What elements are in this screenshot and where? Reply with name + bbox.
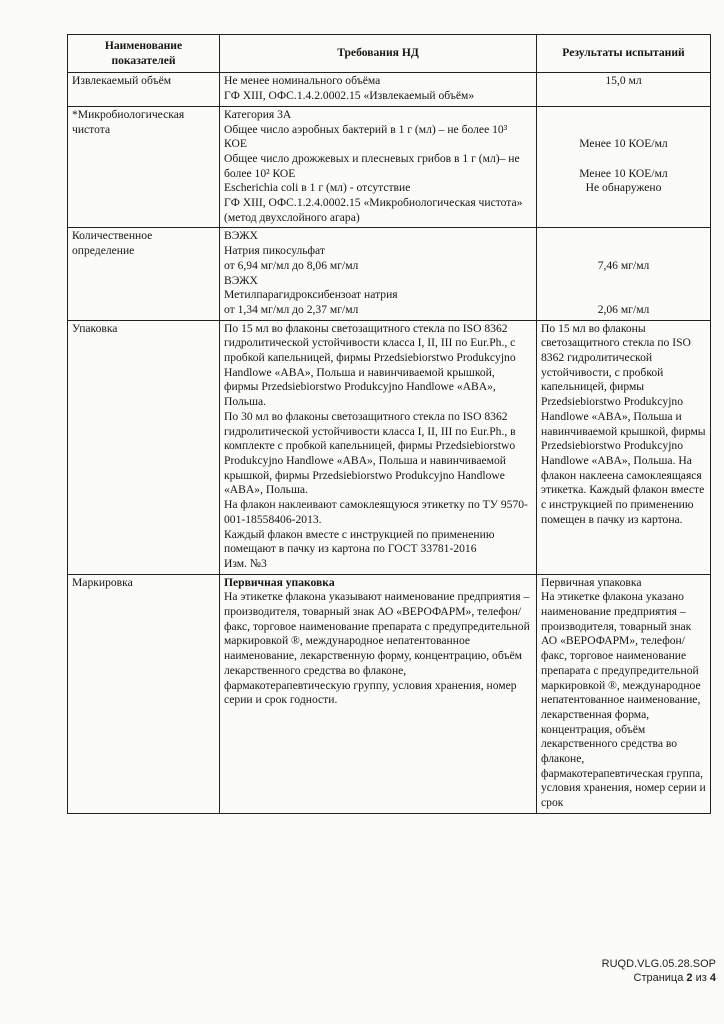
page-word: Страница — [633, 972, 684, 984]
table-row — [68, 73, 711, 106]
table-row — [68, 320, 711, 574]
result-paragraph: На этикетке флакона указано наименование предприятия – производителя, товарный знак АО «ВЕРОФАРМ», телефон/факс, торговое наименование препарата с предупредительной маркировкой ®, международное непатентованное наименование, лекарственная форма, концентрация, объём лекарственного средства во флаконе, фармакотерапевтическая группа, условия хранения, номер серии и срок — [541, 590, 706, 810]
result-line: Не обнаружено — [585, 181, 662, 195]
requirement-line: ВЭЖХ — [224, 273, 258, 287]
header-results: Результаты испытаний — [537, 35, 711, 73]
requirement-paragraph: На флакон наклеивают самоклеящуюся этикетку по ТУ 9570-001-18558406-2013. — [224, 498, 528, 526]
requirement-line: Категория 3А — [224, 107, 292, 121]
row-result — [537, 574, 711, 813]
document-code: RUQD.VLG.05.28.SOP — [601, 958, 716, 970]
page-indicator — [602, 971, 716, 985]
result-line: Менее 10 КОЕ/мл — [579, 137, 668, 151]
row-requirements — [220, 574, 537, 813]
table-row — [68, 228, 711, 320]
requirement-line: Общее число дрожжевых и плесневых грибов в 1 г (мл)– не более 10² КОЕ — [224, 151, 520, 180]
row-requirements — [220, 228, 537, 320]
row-name: Упаковка — [68, 320, 220, 574]
requirement-line: Натрия пикосульфат — [224, 244, 325, 258]
requirement-paragraph: Каждый флакон вместе с инструкцией по применению помещают в пачку из картона по ГОСТ 33781-2016 — [224, 527, 495, 556]
of-word: из — [695, 972, 707, 984]
specification-table — [67, 34, 711, 814]
row-result: 15,0 мл — [537, 73, 711, 106]
result-line: Менее 10 КОЕ/мл — [579, 166, 668, 180]
header-indicator-name: Наименование показателей — [68, 35, 220, 73]
requirement-title: Первичная упаковка — [224, 575, 335, 589]
requirement-line: Escherichia coli в 1 г (мл) - отсутствие — [224, 181, 411, 195]
requirement-line: от 1,34 мг/мл до 2,37 мг/мл — [224, 302, 359, 316]
requirement-line: ГФ XIII, ОФС.1.2.4.0002.15 «Микробиологическая чистота» (метод двухслойного агара) — [224, 196, 523, 224]
requirement-paragraph: По 30 мл во флаконы светозащитного стекла по ISO 8362 гидролитической устойчивости класса I, II, III по Eur.Ph., в комплекте с пробкой капельницей, фирмы Przedsiebiorstwo Produkcyjno Handlowe «ABA», Польша и навинчиваемой крышкой, фирмы Przedsiebiorstwo Produkcyjno Handlowe «ABA», Польша. — [224, 409, 516, 497]
requirement-line: ВЭЖХ — [224, 229, 258, 243]
row-requirements — [220, 73, 537, 106]
requirement-paragraph: Изм. №3 — [224, 556, 267, 570]
page-total: 4 — [709, 972, 716, 984]
table-row — [68, 574, 711, 813]
requirement-paragraph: На этикетке флакона указывают наименование предприятия – производителя, товарный знак АО «ВЕРОФАРМ», телефон/факс, торговое наименование препарата с предупредительной маркировкой ®, международное непатентованное наименование, лекарственную форму, концентрацию, объём лекарственного средства во флаконе, фармакотерапевтическую группу, условия хранения, номер серии и срок годности. — [224, 590, 530, 707]
page-number: 2 — [686, 972, 693, 984]
row-name: Маркировка — [68, 574, 220, 813]
header-requirements: Требования НД — [220, 35, 537, 73]
row-requirements — [220, 106, 537, 228]
result-line: 7,46 мг/мл — [597, 258, 650, 272]
requirement-line: от 6,94 мг/мл до 8,06 мг/мл — [224, 258, 359, 272]
row-requirements — [220, 320, 537, 574]
result-line: 2,06 мг/мл — [597, 302, 650, 316]
row-result — [537, 106, 711, 228]
requirement-line: ГФ XIII, ОФС.1.4.2.0002.15 «Извлекаемый объём» — [224, 89, 475, 103]
row-result — [537, 228, 711, 320]
requirement-line: Метилпарагидроксибензоат натрия — [224, 288, 398, 302]
requirement-paragraph: По 15 мл во флаконы светозащитного стекла по ISO 8362 гидролитической устойчивости класса I, II, III по Eur.Ph., с пробкой капельницей, фирмы Przedsiebiorstwo Produkcyjno Handlowe «ABA», Польша и навинчиваемой крышкой, фирмы Przedsiebiorstwo Produkcyjno Handlowe «ABA», Польша. — [224, 321, 516, 409]
table-header-row — [68, 35, 711, 73]
page-footer — [602, 957, 716, 985]
row-name: Извлекаемый объём — [68, 73, 220, 106]
row-name: Количественное определение — [68, 228, 220, 320]
row-result: По 15 мл во флаконы светозащитного стекла по ISO 8362 гидролитической устойчивости, с пробкой капельницей, фирмы Przedsiebiorstwo Produkcyjno Handlowe «ABA», Польша и навинчиваемой крышкой, фирмы Przedsiebiorstwo Produkcyjno Handlowe «ABA», Польша. На флакон наклеена самоклеящаяся этикетка. Каждый флакон вместе с инструкцией по применению помещен в пачку из картона. — [537, 320, 711, 574]
row-name: *Микробиологическая чистота — [68, 106, 220, 228]
result-title: Первичная упаковка — [541, 575, 642, 589]
requirement-line: Общее число аэробных бактерий в 1 г (мл) – не более 10³ КОЕ — [224, 122, 508, 151]
table-row — [68, 106, 711, 228]
requirement-line: Не менее номинального объёма — [224, 74, 381, 88]
